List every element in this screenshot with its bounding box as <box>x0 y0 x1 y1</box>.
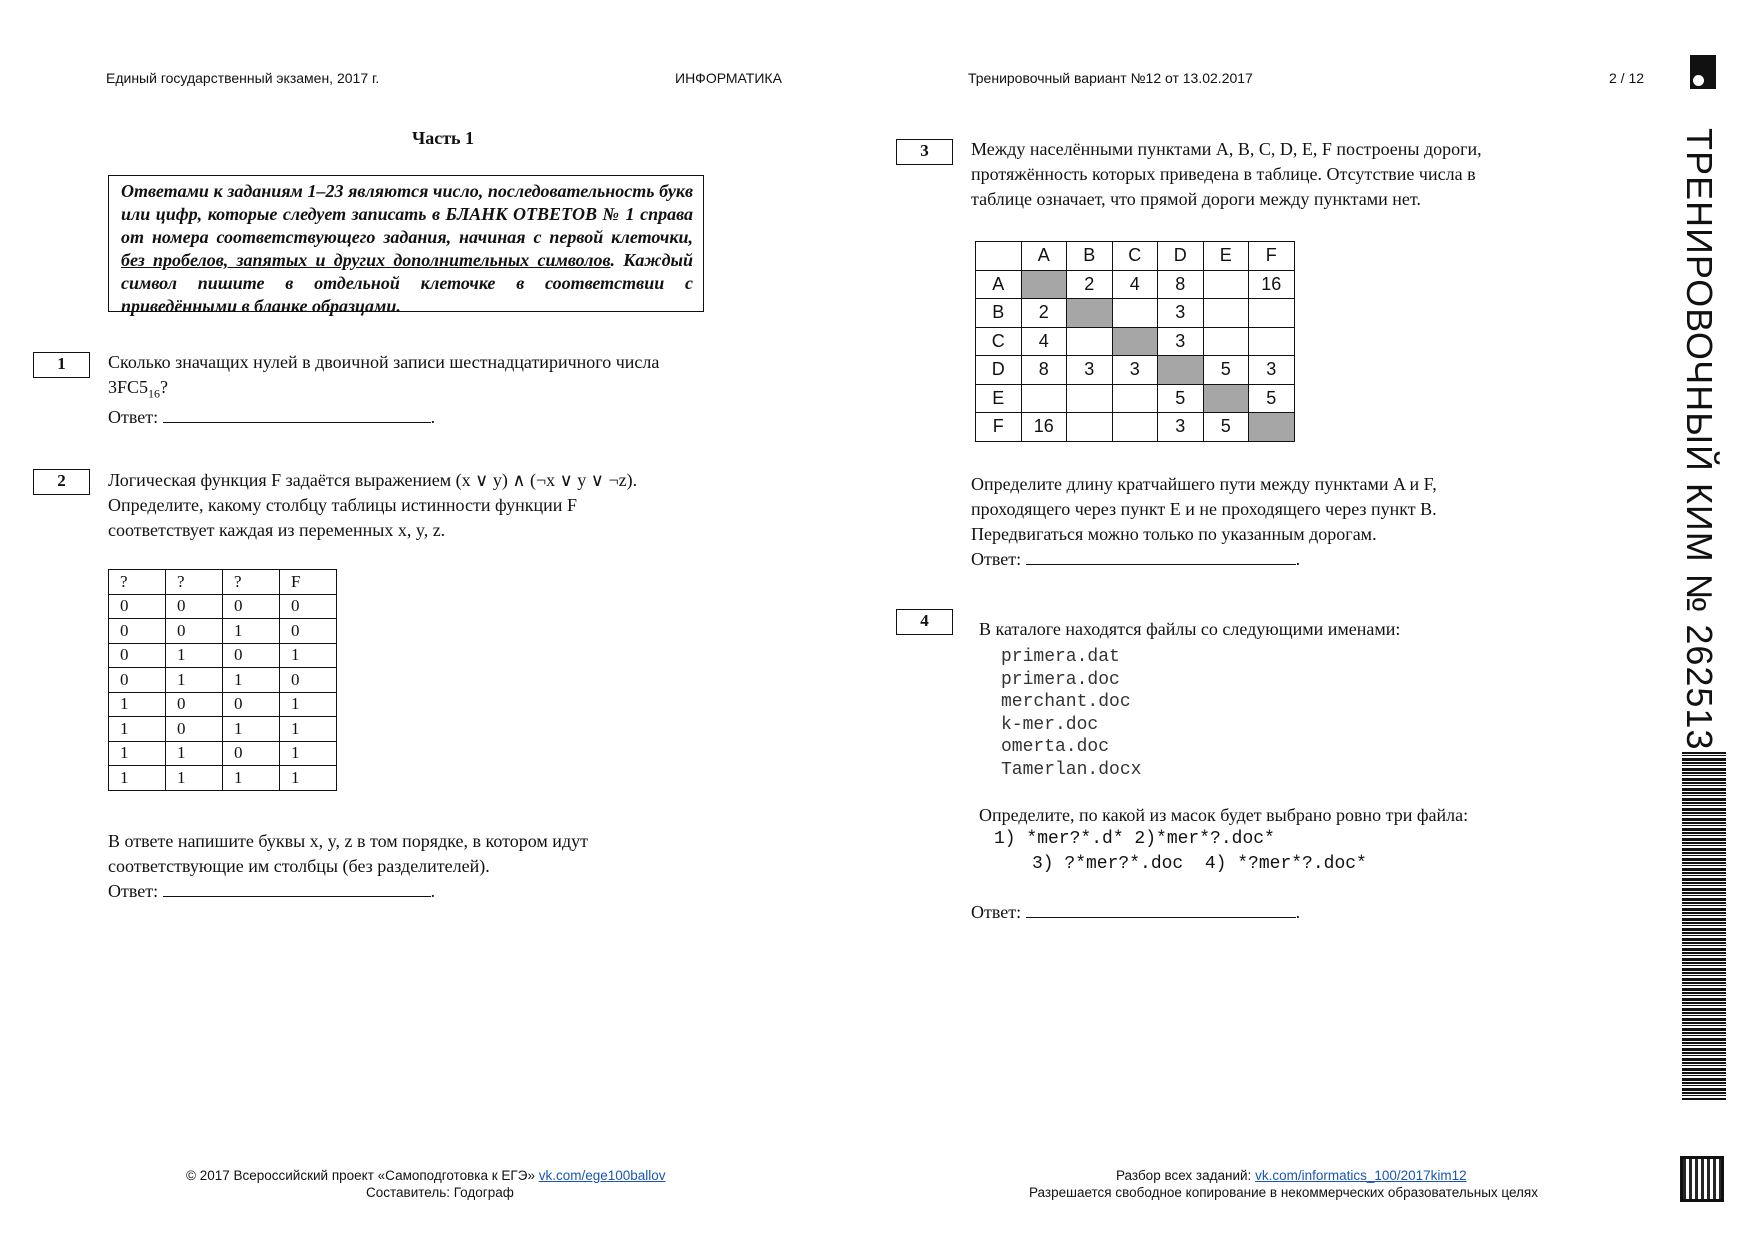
truth-table-row <box>109 668 337 693</box>
instructions-text-b: . Каждый символ пишите в отдельной клеточке в соответствии с приведёнными в бланке образцами. <box>121 250 693 316</box>
question-2-number: 2 <box>33 469 90 495</box>
truth-table-cell: 1 <box>166 741 223 766</box>
truth-table-cell: 0 <box>109 619 166 644</box>
question-4-answer-field[interactable] <box>1026 901 1296 918</box>
truth-table-cell: 0 <box>166 692 223 717</box>
distance-table-cell <box>1067 384 1113 413</box>
distance-table-cell: F <box>976 413 1022 442</box>
question-1-suffix: ? <box>160 377 169 397</box>
distance-table-cell-diagonal <box>1158 356 1204 385</box>
truth-table-cell: F <box>280 570 337 595</box>
truth-table-cell: 0 <box>280 594 337 619</box>
corner-marker-icon <box>1690 55 1716 89</box>
truth-table-cell: 1 <box>109 741 166 766</box>
distance-table-cell: 3 <box>1158 299 1204 328</box>
distance-table-row <box>976 270 1295 299</box>
question-3-line1: Между населёнными пунктами A, B, C, D, E, F построены дороги, <box>971 139 1482 159</box>
truth-table-cell: 0 <box>223 741 280 766</box>
truth-table-cell: 0 <box>109 594 166 619</box>
question-1-base: 16 <box>148 386 161 401</box>
answer-label: Ответ: <box>971 902 1022 922</box>
distance-table-cell <box>1112 413 1158 442</box>
distance-table-cell: 3 <box>1158 413 1204 442</box>
distance-table-cell: E <box>1203 242 1249 271</box>
header-subject: ИНФОРМАТИКА <box>675 70 782 86</box>
distance-table-cell: 8 <box>1021 356 1067 385</box>
question-2-after: В ответе напишите буквы x, y, z в том порядке, в котором идут соответствующие им столбцы (без разделителей). Ответ: . <box>108 829 748 904</box>
distance-table-cell <box>1203 270 1249 299</box>
truth-table-cell: 0 <box>109 668 166 693</box>
truth-table-row <box>109 619 337 644</box>
distance-table-cell: F <box>1249 242 1295 271</box>
qr-code-icon <box>1680 1156 1724 1202</box>
truth-table-cell: 1 <box>280 692 337 717</box>
question-3-after3: Передвигаться можно только по указанным дорогам. <box>971 524 1377 544</box>
distance-table-cell <box>1112 384 1158 413</box>
question-1-answer: Ответ: . <box>108 407 436 427</box>
truth-table-cell: ? <box>223 570 280 595</box>
footer-left <box>186 1168 666 1183</box>
footer-right <box>1116 1168 1467 1183</box>
truth-table-cell: 1 <box>280 643 337 668</box>
distance-table-cell-diagonal <box>1067 299 1113 328</box>
mask-option-line1: 1) *mer?*.d* 2)*mer*?.doc* <box>994 829 1275 849</box>
question-1-number: 1 <box>33 352 90 378</box>
question-1-prompt: Сколько значащих нулей в двоичной записи шестнадцатиричного числа <box>108 352 660 372</box>
truth-table-row <box>109 594 337 619</box>
question-4-intro: В каталоге находятся файлы со следующими именами: <box>979 619 1401 639</box>
distance-table-cell: 3 <box>1158 327 1204 356</box>
truth-table-cell: 1 <box>223 619 280 644</box>
question-3-after2: проходящего через пункт E и не проходящего через пункт B. <box>971 499 1437 519</box>
distance-table-cell-diagonal <box>1203 384 1249 413</box>
question-3-text <box>971 137 1571 212</box>
distance-table-cell: 4 <box>1021 327 1067 356</box>
barcode-icon <box>1682 752 1726 1100</box>
answer-label: Ответ: <box>108 407 159 427</box>
truth-table-header <box>109 570 337 595</box>
truth-table-row <box>109 692 337 717</box>
question-1-text <box>108 350 728 407</box>
instructions-text-a: Ответами к заданиям 1–23 являются число, последовательность букв или цифр, которые следует записать в БЛАНК ОТВЕТОВ № 1 справа от номера соответствующего задания, начиная с первой клеточки, <box>121 181 693 247</box>
distance-table-row <box>976 356 1295 385</box>
instructions-box <box>108 175 704 316</box>
header-exam-title: Единый государственный экзамен, 2017 г. <box>106 70 380 86</box>
truth-table-cell: 0 <box>166 717 223 742</box>
distance-table-cell: 3 <box>1112 356 1158 385</box>
question-1-number-value: 3FC5 <box>108 377 149 397</box>
answer-label: Ответ: <box>108 881 159 901</box>
distance-table-cell-diagonal <box>1112 327 1158 356</box>
footer-author: Составитель: Годограф <box>366 1185 514 1200</box>
truth-table-cell: 0 <box>223 643 280 668</box>
truth-table-row <box>109 717 337 742</box>
truth-table-cell: 1 <box>280 741 337 766</box>
truth-table-cell: 1 <box>223 717 280 742</box>
distance-table-cell <box>976 242 1022 271</box>
footer-copyright: © 2017 Всероссийский проект «Самоподготовка к ЕГЭ» <box>186 1168 539 1183</box>
distance-table-cell: D <box>976 356 1022 385</box>
question-2-line1: Логическая функция F задаётся выражением (x ∨ y) ∧ (¬x ∨ y ∨ ¬z). <box>108 470 638 490</box>
truth-table-cell: 1 <box>109 692 166 717</box>
distance-table-cell: 5 <box>1203 356 1249 385</box>
truth-table-cell: 1 <box>109 766 166 791</box>
header-variant: Тренировочный вариант №12 от 13.02.2017 <box>968 70 1253 86</box>
distance-table-cell <box>1112 299 1158 328</box>
truth-table-cell: 1 <box>280 766 337 791</box>
distance-table-cell: A <box>1021 242 1067 271</box>
distance-table-cell: 8 <box>1158 270 1204 299</box>
footer-left-link[interactable]: vk.com/ege100ballov <box>538 1168 666 1183</box>
truth-table-cell: 0 <box>280 619 337 644</box>
truth-table-row <box>109 643 337 668</box>
file-name: primera.doc <box>1001 669 1120 690</box>
distance-table-cell-diagonal <box>1021 270 1067 299</box>
question-3-answer-field[interactable] <box>1026 548 1296 565</box>
distance-table-header <box>976 242 1295 271</box>
truth-table-cell: 0 <box>166 594 223 619</box>
distance-table-row <box>976 413 1295 442</box>
distance-table-cell: 3 <box>1249 356 1295 385</box>
truth-table-cell: 0 <box>223 692 280 717</box>
question-3-after: Определите длину кратчайшего пути между пунктами A и F, проходящего через пункт E и не проходящего через пункт B. Передвигаться можно только по указанным дорогам. Ответ: . <box>971 472 1571 572</box>
question-3-after1: Определите длину кратчайшего пути между пунктами A и F, <box>971 474 1437 494</box>
file-name: Tamerlan.docx <box>1001 759 1142 780</box>
distance-table-cell: B <box>1067 242 1113 271</box>
file-name: k-mer.doc <box>1001 714 1099 735</box>
truth-table-row <box>109 741 337 766</box>
distance-table-row <box>976 299 1295 328</box>
distance-table-row <box>976 327 1295 356</box>
distance-table-cell <box>1203 327 1249 356</box>
question-3-line2: протяжённость которых приведена в таблице. Отсутствие числа в <box>971 164 1476 184</box>
truth-table-cell: 1 <box>166 766 223 791</box>
footer-copy-notice: Разрешается свободное копирование в некоммерческих образовательных целях <box>1029 1185 1538 1200</box>
truth-table-row <box>109 766 337 791</box>
question-1-answer-field[interactable] <box>163 406 431 423</box>
distance-table-cell: 16 <box>1249 270 1295 299</box>
part-title: Часть 1 <box>412 128 475 148</box>
distance-table <box>975 241 1295 442</box>
truth-table-cell: ? <box>166 570 223 595</box>
truth-table-cell: 0 <box>223 594 280 619</box>
truth-table-cell: 1 <box>223 668 280 693</box>
question-2-text <box>108 468 748 543</box>
distance-table-cell: E <box>976 384 1022 413</box>
footer-right-link[interactable]: vk.com/informatics_100/2017kim12 <box>1255 1168 1467 1183</box>
question-4-answer: Ответ: . <box>971 902 1301 922</box>
answer-label: Ответ: <box>971 549 1022 569</box>
distance-table-cell <box>1067 327 1113 356</box>
distance-table-cell: B <box>976 299 1022 328</box>
question-3-line3: таблице означает, что прямой дороги между пунктами нет. <box>971 189 1421 209</box>
question-4-question: Определите, по какой из масок будет выбрано ровно три файла: <box>979 805 1469 825</box>
distance-table-cell: 2 <box>1067 270 1113 299</box>
question-2-after1: В ответе напишите буквы x, y, z в том порядке, в котором идут <box>108 831 588 851</box>
distance-table-cell <box>1249 327 1295 356</box>
truth-table-cell: 1 <box>166 668 223 693</box>
question-2-answer-field[interactable] <box>163 880 431 897</box>
mask-option-line2: 3) ?*mer?*.doc 4) *?mer*?.doc* <box>1032 854 1367 874</box>
instructions-underlined: без пробелов, запятых и других дополнительных символов <box>121 250 611 270</box>
distance-table-cell-diagonal <box>1249 413 1295 442</box>
question-3-number: 3 <box>896 139 953 165</box>
distance-table-cell: 5 <box>1203 413 1249 442</box>
truth-table-cell: 0 <box>280 668 337 693</box>
distance-table-cell <box>1203 299 1249 328</box>
question-2-line2: Определите, какому столбцу таблицы истинности функции F <box>108 495 577 515</box>
distance-table-cell: 5 <box>1249 384 1295 413</box>
question-2-line3: соответствует каждая из переменных x, y, z. <box>108 520 446 540</box>
truth-table-cell: 1 <box>280 717 337 742</box>
truth-table-cell: 1 <box>109 717 166 742</box>
distance-table-cell: D <box>1158 242 1204 271</box>
truth-table-cell: 0 <box>109 643 166 668</box>
file-name: merchant.doc <box>1001 692 1131 712</box>
side-variant-title: ТРЕНИРОВОЧНЫЙ КИМ № 262513 <box>1679 128 1720 751</box>
truth-table-cell: ? <box>109 570 166 595</box>
distance-table-cell <box>1021 384 1067 413</box>
file-name: omerta.doc <box>1001 737 1110 757</box>
truth-table <box>108 569 337 791</box>
distance-table-cell <box>1249 299 1295 328</box>
file-list <box>1001 646 1141 781</box>
distance-table-row <box>976 384 1295 413</box>
truth-table-cell: 1 <box>223 766 280 791</box>
file-name: primera.dat <box>1001 647 1120 667</box>
distance-table-cell: 16 <box>1021 413 1067 442</box>
distance-table-cell <box>1067 413 1113 442</box>
truth-table-cell: 1 <box>166 643 223 668</box>
distance-table-cell: A <box>976 270 1022 299</box>
question-4-number: 4 <box>896 609 953 635</box>
distance-table-cell: C <box>976 327 1022 356</box>
distance-table-cell: 4 <box>1112 270 1158 299</box>
distance-table-cell: 5 <box>1158 384 1204 413</box>
distance-table-cell: 2 <box>1021 299 1067 328</box>
header-page-number: 2 / 12 <box>1609 70 1645 86</box>
question-2-after2: соответствующие им столбцы (без разделителей). <box>108 856 490 876</box>
truth-table-cell: 0 <box>166 619 223 644</box>
distance-table-cell: C <box>1112 242 1158 271</box>
footer-analysis-label: Разбор всех заданий: <box>1116 1168 1256 1183</box>
distance-table-cell: 3 <box>1067 356 1113 385</box>
